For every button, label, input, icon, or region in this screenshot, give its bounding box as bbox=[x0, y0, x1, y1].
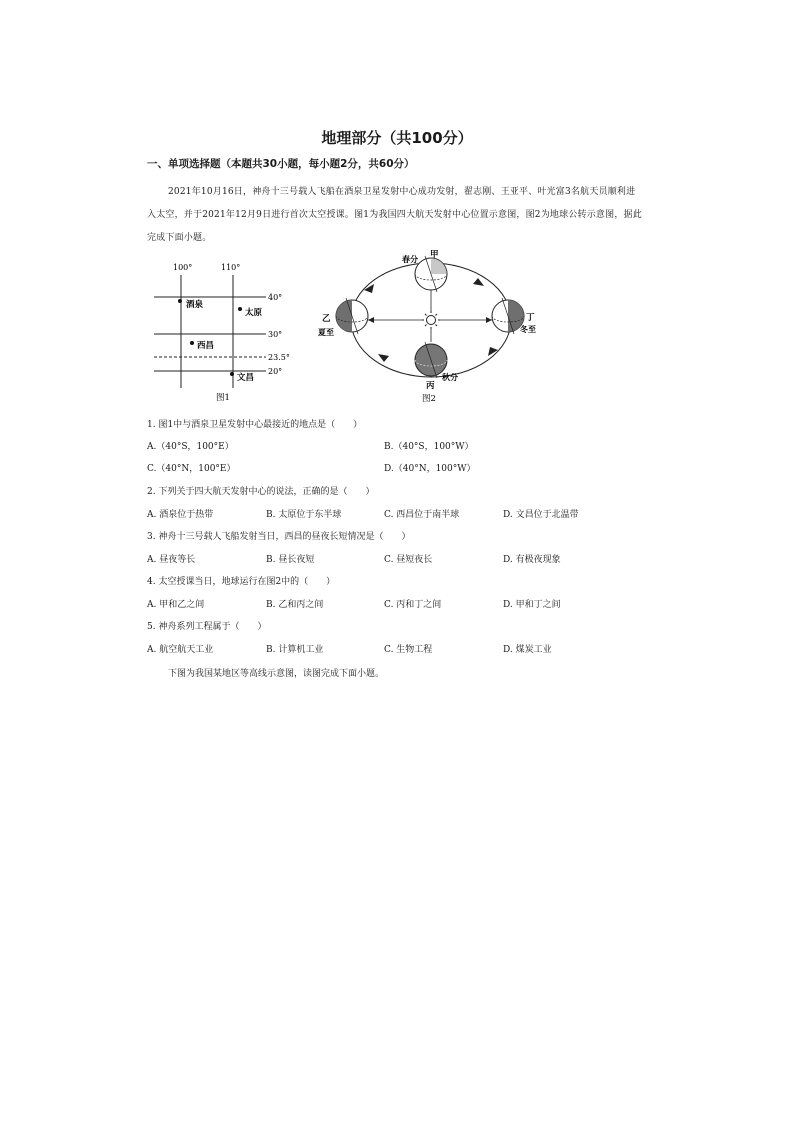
figure-2-caption: 图2 bbox=[422, 394, 436, 404]
lon-label-110: 110° bbox=[221, 263, 241, 272]
lat-label-40: 40° bbox=[268, 293, 283, 302]
lat-label-30: 30° bbox=[268, 330, 283, 339]
question-1-option-c: C.（40°N，100°E） bbox=[147, 464, 236, 474]
place-taiyuan: 太原 bbox=[245, 308, 263, 318]
question-5-option-b: B. 计算机工业 bbox=[266, 645, 324, 655]
place-jiuquan: 酒泉 bbox=[186, 300, 204, 310]
question-3-option-b: B. 昼长夜短 bbox=[266, 555, 315, 565]
orbit-arrow-bottom bbox=[378, 354, 389, 362]
question-5-option-c: C. 生物工程 bbox=[384, 645, 433, 655]
question-1-option-b: B.（40°S，100°W） bbox=[384, 442, 474, 452]
question-2-option-a: A. 酒泉位于热带 bbox=[147, 510, 214, 520]
sun-icon bbox=[422, 311, 440, 329]
orbit-arrow-left bbox=[364, 284, 374, 293]
question-2-option-c: C. 西昌位于南半球 bbox=[384, 510, 460, 520]
question-2-option-b: B. 太原位于东半球 bbox=[266, 510, 342, 520]
label-spring: 春分 bbox=[402, 254, 418, 264]
question-3-option-c: C. 昼短夜长 bbox=[384, 555, 433, 565]
question-4-option-b: B. 乙和丙之间 bbox=[266, 600, 324, 610]
figures bbox=[146, 250, 646, 410]
question-5-option-d: D. 煤炭工业 bbox=[503, 645, 552, 655]
question-3-stem: 3. 神舟十三号载人飞船发射当日，西昌的昼夜长短情况是（ ） bbox=[147, 532, 411, 542]
intro-paragraph: 2021年10月16日，神舟十三号载人飞船在酒泉卫星发射中心成功发射，翟志刚、王亚平、叶光富3名航天员顺利进入太空，并于2021年12月9日进行首次太空授课。图1为我国四大航天发射中心位置示意图，图2为地球公转示意图，据此完成下面小题。 bbox=[147, 187, 642, 243]
orbit-arrow-right bbox=[488, 347, 498, 356]
question-5-option-a: A. 航空航天工业 bbox=[147, 645, 214, 655]
ray-arrow-yi bbox=[368, 317, 374, 323]
question-5-stem: 5. 神舟系列工程属于（ ） bbox=[147, 622, 267, 632]
question-1-stem: 1. 图1中与酒泉卫星发射中心最接近的地点是（ ） bbox=[147, 420, 363, 430]
label-ding: 丁 bbox=[526, 313, 535, 323]
question-3-option-d: D. 有极夜现象 bbox=[503, 555, 561, 565]
question-1-option-a: A.（40°S，100°E） bbox=[147, 442, 234, 452]
place-wenchang: 文昌 bbox=[237, 373, 255, 383]
section-heading: 一、单项选择题（本题共30小题，每小题2分，共60分） bbox=[147, 158, 415, 170]
figure-2-revolution-diagram bbox=[318, 250, 536, 404]
question-4-option-a: A. 甲和乙之间 bbox=[147, 600, 205, 610]
figure-1-caption: 图1 bbox=[216, 393, 230, 403]
jiuquan-dot bbox=[178, 299, 182, 303]
taiyuan-dot bbox=[238, 307, 242, 311]
question-4-stem: 4. 太空授课当日，地球运行在图2中的（ ） bbox=[147, 577, 336, 587]
lat-label-23-5: 23.5° bbox=[268, 353, 290, 362]
label-yi: 乙 bbox=[322, 314, 331, 324]
lat-label-20: 20° bbox=[268, 367, 283, 376]
label-summer: 夏至 bbox=[318, 327, 334, 337]
closing-instruction: 下图为我国某地区等高线示意图，读图完成下面小题。 bbox=[168, 669, 385, 679]
wenchang-dot bbox=[230, 372, 234, 376]
question-4-option-c: C. 丙和丁之间 bbox=[384, 600, 442, 610]
question-2-stem: 2. 下列关于四大航天发射中心的说法，正确的是（ ） bbox=[147, 487, 375, 497]
place-xichang: 西昌 bbox=[197, 341, 215, 351]
question-4-option-d: D. 甲和丁之间 bbox=[503, 600, 561, 610]
earth-yi-icon bbox=[336, 298, 368, 334]
question-3-option-a: A. 昼夜等长 bbox=[147, 555, 196, 565]
page-title: 地理部分（共100分） bbox=[321, 129, 473, 147]
figure-1-location-map bbox=[154, 263, 290, 403]
ray-arrow-ding bbox=[486, 317, 492, 323]
label-bing: 丙 bbox=[426, 381, 435, 391]
earth-jia-icon bbox=[415, 256, 447, 292]
orbit-arrow-top bbox=[473, 278, 484, 286]
label-autumn: 秋分 bbox=[442, 372, 458, 382]
label-jia: 甲 bbox=[430, 250, 439, 260]
question-2-option-d: D. 文昌位于北温带 bbox=[503, 510, 579, 520]
question-1-option-d: D.（40°N，100°W） bbox=[384, 464, 476, 474]
xichang-dot bbox=[190, 341, 194, 345]
label-winter: 冬至 bbox=[520, 324, 536, 334]
lon-label-100: 100° bbox=[173, 263, 193, 272]
